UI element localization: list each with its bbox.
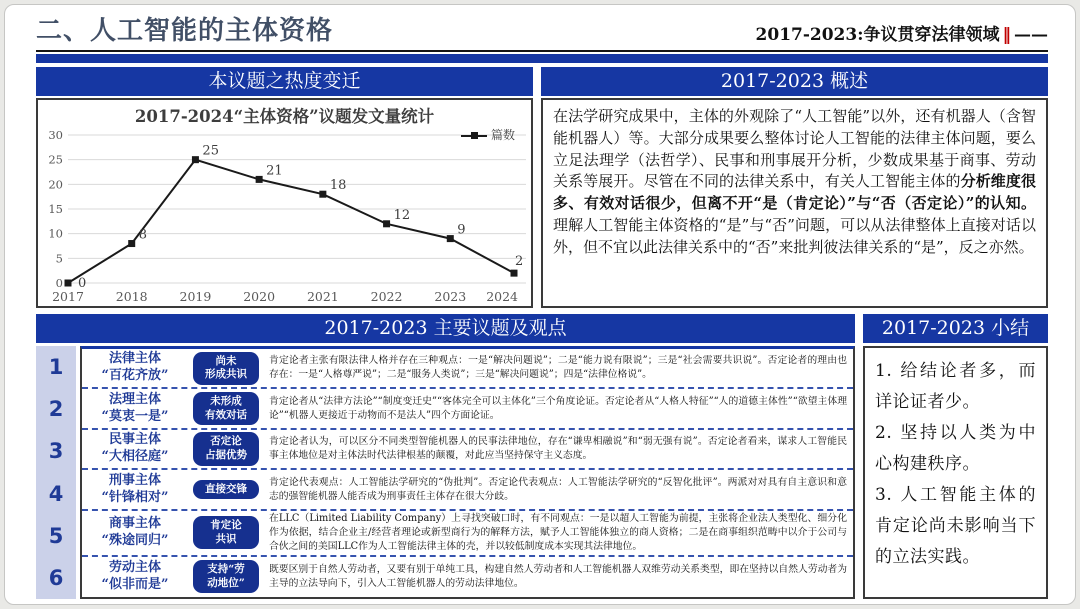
badge-line1: 尚未 <box>215 354 237 367</box>
corner-red-marks: ‖ <box>1002 25 1011 45</box>
badge-line2: 形成共识 <box>205 368 247 381</box>
row-number: 3 <box>48 439 64 464</box>
top-row <box>36 67 1048 308</box>
summary-item: 1. 给结论者多，而详论证者少。 <box>875 361 1036 412</box>
status-badge <box>193 480 259 500</box>
row-description: 在LLC（Limited Liability Company）上寻找突破口时，有不同观点：一是以超人工智能为前提，主张将企业法人类型化、细分化作为依据，结合企业主/经营者理论或新型商行为的解释方法，赋予人工智能体独立的商人资格；二是在商事组织范畴中以介于公司与合伙之间的美国LLC作为人工智能法律主体的壳，并以较低制度成本实现其法律地位。 <box>269 512 847 552</box>
row-description: 肯定论代表观点：人工智能法学研究的“伪批判”。否定论代表观点：人工智能法学研究的“反智化批评”。两派对对具有自主意识和意志的强智能机器人能否成为刑事责任主体存在很大分歧。 <box>269 476 847 502</box>
titlebar <box>36 13 1048 47</box>
svg-text:18: 18 <box>329 178 347 194</box>
badge-line2: 有效对话 <box>205 408 247 421</box>
svg-text:2023: 2023 <box>434 289 467 304</box>
table-row <box>82 557 853 597</box>
row-description: 肯定论者从“法律方法论”“制度变迁史”“客体完全可以主体化”三个角度论证。否定论者从“人格人特征”“人的道德主体性”“欲望主体理论”“机器人更接近于动物而不是法人”四个方面论证。 <box>269 395 847 421</box>
row-description: 肯定论者主张有限法律人格并存在三种观点：一是“解决问题说”；二是“能力说有限说”；三是“社会需要共识说”。否定论者的理由也存在：一是“人格尊严说”；二是“服务人类说”；三是“解决问题说”；四是“法律位格说”。 <box>269 355 847 381</box>
summary-panel-header: 2017-2023 小结 <box>863 314 1048 343</box>
svg-text:10: 10 <box>48 226 63 241</box>
trend-chart-svg <box>38 127 528 307</box>
row-number: 2 <box>48 397 64 422</box>
title-blue-bar <box>36 54 1048 63</box>
slide <box>4 4 1076 605</box>
topics-panel-header: 2017-2023 主要议题及观点 <box>36 314 855 343</box>
overview-text <box>541 98 1048 308</box>
bottom-headers <box>36 314 1048 343</box>
row-topic-title <box>84 516 186 550</box>
row-number: 6 <box>48 565 64 590</box>
row-topic-line1: 民事主体 <box>108 432 161 448</box>
overview-text-bold: 分析维度很多、有效对话很少，但离不开“是（肯定论）”与“否（否定论）”的认知。 <box>553 172 1036 212</box>
badge-line2: 共识 <box>215 532 237 545</box>
svg-text:30: 30 <box>48 128 63 142</box>
svg-text:25: 25 <box>48 152 63 167</box>
svg-text:8: 8 <box>138 227 147 243</box>
summary-box <box>863 346 1048 599</box>
overview-text-before: 在法学研究成果中，主体的外观除了“人工智能”以外，还有机器人（含智能机器人）等。大部分成果要么整体讨论人工智能的法律主体问题，要么立足法理学（法哲学）、民事和刑事展开分析，少数成果基于商事、劳动关系等展开。尽管在不同的法律关系中，有关人工智能主体的 <box>553 107 1036 191</box>
badge-line1: 否定论 <box>210 435 242 448</box>
chart-title: 2017-2024“主体资格”议题发文量统计 <box>134 107 435 126</box>
svg-text:0: 0 <box>78 276 87 291</box>
badge-line1: 直接交锋 <box>205 482 247 495</box>
row-number-column <box>36 346 76 599</box>
svg-text:2020: 2020 <box>243 289 276 304</box>
row-topic-line2: “殊途同归” <box>101 532 169 548</box>
row-number: 4 <box>48 481 64 506</box>
trend-chart-box <box>36 98 533 308</box>
overview-panel-header: 2017-2023 概述 <box>541 67 1048 96</box>
bottom-body <box>36 346 1048 599</box>
row-topic-title <box>84 473 186 507</box>
status-badge <box>193 352 259 385</box>
summary-item: 2. 坚持以人类为中心构建秩序。 <box>875 422 1036 474</box>
row-topic-line1: 法理主体 <box>108 391 161 407</box>
svg-text:20: 20 <box>48 177 63 192</box>
row-number: 1 <box>48 355 64 380</box>
overview-panel <box>541 67 1048 308</box>
row-topic-line1: 法律主体 <box>108 351 161 367</box>
row-topic-title <box>84 392 186 426</box>
svg-text:15: 15 <box>48 202 63 216</box>
svg-text:2017: 2017 <box>52 289 84 304</box>
topics-table <box>36 346 855 599</box>
heat-panel-header: 本议题之热度变迁 <box>36 67 533 96</box>
svg-text:2: 2 <box>515 254 524 270</box>
svg-text:9: 9 <box>457 222 466 238</box>
badge-line1: 支持“劳 <box>207 563 245 576</box>
table-row <box>82 430 853 470</box>
legend-line-marker-icon <box>461 135 487 137</box>
badge-line2: 占据优势 <box>205 449 247 462</box>
legend-label: 篇数 <box>490 128 515 142</box>
svg-text:0: 0 <box>55 276 63 290</box>
row-topic-line2: “莫衷一是” <box>101 408 169 424</box>
table-row <box>82 511 853 557</box>
svg-text:2019: 2019 <box>179 289 212 304</box>
table-row <box>82 470 853 510</box>
summary-item: 3. 人工智能主体的肯定论尚未影响当下的立法实践。 <box>875 484 1036 567</box>
svg-text:2024: 2024 <box>486 289 518 304</box>
row-description: 既要区别于自然人劳动者，又要有别于单纯工具，构建自然人劳动者和人工智能机器人双维劳动关系类型，即在坚持以自然人劳动者为主导的立法导向下，引入人工智能机器人的劳动法律地位。 <box>269 563 848 589</box>
corner-note-text: 2017-2023:争议贯穿法律领域 <box>755 25 1000 45</box>
row-topic-line2: “似非而是” <box>101 576 169 592</box>
badge-line1: 未形成 <box>210 395 242 408</box>
row-topic-line2: “大相径庭” <box>101 449 169 465</box>
topics-rows <box>80 346 855 599</box>
row-topic-title <box>84 432 186 466</box>
row-topic-title <box>84 351 186 385</box>
table-row <box>82 389 853 429</box>
corner-note <box>756 20 1048 47</box>
row-topic-line2: “针锋相对” <box>101 489 169 505</box>
row-topic-line1: 商事主体 <box>108 515 161 531</box>
row-topic-line1: 刑事主体 <box>108 472 161 488</box>
svg-text:2018: 2018 <box>115 289 148 304</box>
overview-text-after: 理解人工智能主体资格的“是”与“否”问题，可以从法律整体上直接对话以外，但不宜以此法律关系中的“否”来批判彼法律关系的“是”，反之亦然。 <box>553 215 1036 256</box>
row-number: 5 <box>48 523 64 548</box>
svg-text:12: 12 <box>393 207 411 223</box>
row-topic-title <box>84 560 186 594</box>
row-description: 肯定论者认为，可以区分不同类型智能机器人的民事法律地位，存在“谦卑相融说”和“弱无强有说”。否定论者看来，谋求人工智能民事主体地位是对主体法时代法律根基的颠覆，对此应当坚持保守主义态度。 <box>269 436 847 462</box>
row-topic-line2: “百花齐放” <box>101 368 169 384</box>
svg-text:5: 5 <box>55 251 63 266</box>
heat-panel <box>36 67 533 308</box>
svg-text:25: 25 <box>202 143 219 159</box>
chart-legend <box>461 126 515 143</box>
svg-text:2022: 2022 <box>370 289 403 304</box>
status-badge <box>193 560 259 593</box>
badge-line1: 肯定论 <box>210 519 242 532</box>
page-title: 二、人工智能的主体资格 <box>36 16 334 46</box>
svg-text:21: 21 <box>266 163 283 179</box>
row-topic-line1: 劳动主体 <box>108 559 161 575</box>
title-underline <box>36 50 1048 52</box>
status-badge <box>193 516 259 549</box>
table-row <box>82 349 853 389</box>
svg-text:2021: 2021 <box>306 289 339 304</box>
badge-line2: 动地位” <box>207 576 245 589</box>
status-badge <box>193 392 259 425</box>
corner-dash: —— <box>1014 25 1048 45</box>
status-badge <box>193 432 259 465</box>
